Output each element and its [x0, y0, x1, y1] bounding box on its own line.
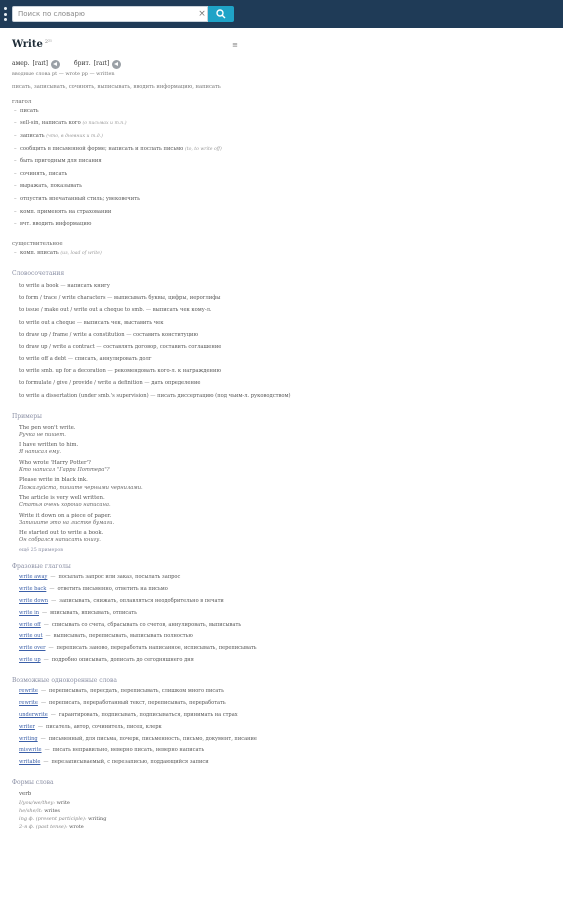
pron-label: брит. — [74, 59, 91, 67]
definition-text: записать — [20, 132, 45, 139]
phrasal-verb-link[interactable]: write down — [19, 598, 49, 604]
related-word-translation: писать неправильно, неверно писать, неверно написать — [52, 747, 205, 754]
related-word-item — [19, 688, 552, 700]
collocation-dash: — — [142, 380, 152, 387]
definition-item — [12, 108, 552, 121]
collocation-ru: дать определение — [151, 380, 201, 387]
definition-text: комп. вписать — [20, 249, 59, 256]
headword-index: 2²¹ — [44, 38, 53, 45]
phrasal-verb-translation: подробно описывать, дописать до сегодняшнего дня — [51, 656, 194, 663]
definition-item — [12, 221, 552, 234]
collocation-en: to write off a debt — [19, 356, 67, 363]
example-item — [19, 460, 552, 474]
phrasal-verb-link[interactable]: write out — [19, 633, 43, 640]
definition-note: (to, to write off) — [184, 146, 222, 152]
collocation-ru: составлять договор, составить соглашение — [103, 343, 222, 350]
related-word-link[interactable]: underwrite — [19, 712, 48, 719]
example-en: The article is very well written. — [19, 494, 105, 501]
related-word-translation: писатель, автор, сочинитель, писец, клерк — [46, 723, 162, 730]
phrasal-verb-item — [19, 622, 552, 634]
search-button[interactable] — [208, 6, 234, 22]
related-word-translation: письменный, для письма, почерк, письменность, письмо, документ, писание — [48, 735, 257, 742]
definition-item — [12, 158, 552, 171]
collocation-ru: написать книгу — [67, 282, 110, 289]
bookmark-icon[interactable]: ≡ — [232, 41, 238, 49]
collocation-en: to write out a cheque — [19, 319, 76, 326]
phrasal-dash: — — [43, 621, 49, 628]
pron-ipa: [raɪt] — [32, 59, 49, 67]
collocation-item — [19, 368, 552, 380]
related-words-header: Возможные однокоренные слова — [12, 676, 117, 684]
related-word-item — [19, 736, 552, 748]
example-en: He started out to write a book. — [19, 530, 104, 537]
collocation-dash: — — [105, 368, 115, 375]
example-ru: Кто написал "Гарри Поттера"? — [19, 467, 110, 474]
word-forms-pos: verb — [19, 790, 32, 797]
collocation-item — [19, 307, 552, 319]
collocation-list — [12, 283, 552, 405]
example-ru: Он собрался написать книгу. — [19, 537, 101, 544]
example-en: Who wrote 'Harry Potter'? — [19, 459, 91, 466]
related-word-link[interactable]: writable — [19, 759, 41, 766]
definition-list — [12, 108, 552, 234]
related-word-link[interactable]: miswrite — [19, 747, 42, 754]
collocation-en: to form / trace / write characters — [19, 295, 106, 302]
collocation-item — [19, 320, 552, 332]
example-en: The pen won't write. — [19, 424, 76, 431]
phrasal-dash: — — [51, 598, 57, 604]
related-dash: — — [40, 735, 46, 742]
definition-note: (из, load of write) — [60, 250, 102, 256]
collocation-item — [19, 380, 552, 392]
related-dash: — — [40, 688, 47, 695]
collocation-item — [19, 356, 552, 368]
phrasal-verb-link[interactable]: write off — [19, 621, 41, 628]
collocation-en: to write smb. up for a decoration — [19, 368, 106, 375]
collocation-dash: — — [144, 307, 153, 314]
phrasal-verb-item — [19, 645, 552, 657]
phrasal-verb-translation: вписывать, вписывать, отписать — [50, 609, 137, 616]
collocation-en: to issue / make out / write out a cheque to smb. — [19, 307, 145, 314]
word-forms-header: Формы слова — [12, 779, 54, 787]
example-item — [19, 477, 552, 491]
collocation-ru: выписать чек кому-л. — [152, 307, 212, 314]
collocation-dash: — — [148, 392, 158, 399]
definition-text: сообщить в письменной форме; написать и послать письмо — [20, 145, 184, 152]
phrasal-dash: — — [48, 645, 54, 652]
collocation-ru: выписывать буквы, цифры, иероглифы — [114, 295, 221, 302]
example-list — [12, 425, 552, 545]
related-word-item — [19, 724, 552, 736]
definition-item — [12, 196, 552, 209]
related-word-link[interactable]: writing — [19, 735, 38, 742]
related-dash: — — [37, 723, 44, 730]
related-dash: — — [44, 747, 50, 754]
phrasal-dash: — — [45, 633, 51, 640]
phrasal-dash: — — [50, 574, 56, 581]
collocations-header: Словосочетания — [12, 270, 65, 278]
definition-text: выражать, показывать — [20, 183, 82, 190]
example-ru: Пожалуйста, пишите черными чернилами. — [19, 484, 143, 491]
phrasal-verb-translation: посылать запрос или заказ, посылать запрос — [58, 574, 181, 581]
definition-text: отпустить впечатанный стиль; увековечить — [20, 195, 140, 202]
phrasal-verb-translation: списывать со счета, сбрасывать со счетов, аннулировать, выписывать — [51, 621, 242, 628]
collocation-en: to write a dissertation (under smb.'s supervision) — [19, 392, 149, 399]
clear-icon[interactable]: × — [198, 9, 206, 19]
phrasal-verbs-header: Фразовые глаголы — [12, 562, 71, 570]
related-word-item — [19, 759, 552, 771]
related-word-link[interactable]: rewrite — [19, 700, 38, 707]
word-form-label: I/you/we/they: — [19, 799, 56, 806]
menu-icon[interactable] — [4, 7, 8, 21]
related-dash: — — [43, 759, 49, 766]
definition-item — [12, 209, 552, 222]
definition-text: писать — [20, 107, 39, 114]
collocation-item — [19, 332, 552, 344]
definition-item — [12, 183, 552, 196]
collocation-item — [19, 344, 552, 356]
related-word-translation: гарантировать, подписывать, подписываться, принимать на страх — [58, 712, 238, 719]
word-forms-rows — [19, 799, 552, 831]
pron-us — [12, 60, 60, 69]
definition-item — [12, 133, 552, 146]
example-item — [19, 442, 552, 456]
phrasal-verb-translation: записывать, снижать, оплавляться неодобрительно в печати — [59, 598, 224, 604]
example-item — [19, 513, 552, 527]
collocation-item — [19, 283, 552, 295]
phrasal-verb-translation: переписать заново, переработать написанное, исписывать, переписывать — [56, 645, 257, 652]
phrasal-verb-link[interactable]: write in — [19, 609, 40, 616]
example-en: Please write in black ink. — [19, 477, 88, 484]
collocation-dash: — — [58, 282, 68, 289]
related-word-translation: перезаписываемый, с перезаписью, поддающийся записи — [51, 759, 209, 766]
phrasal-verb-list — [12, 574, 552, 668]
phrasal-verb-link[interactable]: write over — [19, 645, 46, 652]
word-form-label: he/she/it: — [19, 807, 43, 814]
example-ru: Я написал ему. — [19, 449, 62, 456]
word-form-row — [19, 799, 552, 807]
search-input[interactable] — [12, 6, 208, 22]
example-ru: Ручка не пишет. — [19, 431, 66, 438]
collocation-dash: — — [94, 343, 104, 350]
pron-ipa: [raɪt] — [93, 59, 110, 67]
definition-text: sell-sin, написать кого — [20, 120, 81, 127]
collocation-en: to write a book — [19, 282, 59, 289]
definition-text: вчт. вводить информацию — [20, 221, 92, 228]
related-word-translation: переписывать, пересдать, переписывать, слишком много писать — [49, 688, 224, 695]
word-form-value: writes — [44, 807, 60, 814]
pos-header: глагол — [12, 98, 32, 105]
collocation-dash: — — [66, 356, 75, 363]
related-word-link[interactable]: writer — [19, 723, 35, 730]
example-ru: Запишите это на листке бумаги. — [19, 519, 115, 526]
phrasal-dash: — — [49, 586, 55, 593]
collocation-item — [19, 295, 552, 307]
pos-header-noun: существительное — [12, 240, 63, 247]
pron-uk — [74, 60, 121, 69]
noun-definition-list — [12, 250, 552, 263]
phrasal-dash: — — [42, 609, 48, 616]
related-word-list — [12, 688, 552, 771]
definition-note: (что, в дневник и т.д.) — [46, 133, 103, 139]
search-icon — [216, 9, 226, 19]
phrasal-verb-item — [19, 610, 552, 622]
collocation-dash: — — [124, 331, 134, 338]
example-item — [19, 495, 552, 509]
definition-item — [12, 120, 552, 133]
speaker-icon[interactable] — [112, 60, 121, 69]
collocation-item — [19, 393, 552, 405]
phrasal-verb-translation: ответить письменно, ответить на письмо — [57, 586, 168, 593]
definition-text: быть пригодным для писания — [20, 158, 102, 165]
entry-header — [12, 38, 238, 52]
phrasal-verb-item — [19, 598, 552, 610]
definition-note: (о письмах и т.п.) — [82, 121, 127, 127]
phrasal-verb-link[interactable]: write away — [19, 574, 48, 581]
phrasal-verb-item — [19, 574, 552, 586]
definition-item — [12, 171, 552, 184]
definition-item — [12, 146, 552, 159]
word-form-label: ing ф. (present participle): — [19, 815, 87, 822]
phrasal-verb-item — [19, 657, 552, 669]
word-form-value: wrote — [69, 823, 84, 830]
example-item — [19, 425, 552, 439]
word-form-row — [19, 823, 552, 831]
phrasal-verb-item — [19, 633, 552, 645]
collocation-ru: рекомендовать кого-л. к награждению — [114, 368, 221, 375]
related-word-item — [19, 700, 552, 712]
related-word-translation: переписать, переработанный текст, переписывать, переработать — [49, 700, 226, 707]
related-word-link[interactable]: rewrite — [19, 688, 38, 695]
collocation-ru: составить конституцию — [133, 331, 199, 338]
collocation-dash: — — [105, 295, 115, 302]
collocation-ru: писать диссертацию (под чьим-л. руководством) — [157, 392, 291, 399]
related-dash: — — [40, 700, 47, 707]
example-en: I have written to him. — [19, 442, 79, 449]
collocation-en: to draw up / frame / write a constitution — [19, 331, 125, 338]
pron-label: амер. — [12, 59, 30, 67]
related-dash: — — [50, 712, 56, 719]
definition-item — [12, 250, 552, 263]
phrasal-dash: — — [43, 656, 49, 663]
speaker-icon[interactable] — [51, 60, 60, 69]
related-word-item — [19, 712, 552, 724]
example-item — [19, 530, 552, 544]
definition-text: сочинять, писать — [20, 170, 68, 177]
phrasal-verb-link[interactable]: write up — [19, 656, 41, 663]
verb-forms-line: вводные слова pt — wrote pp — written — [12, 71, 115, 77]
headword — [12, 38, 52, 53]
pronunciations — [12, 58, 552, 70]
example-ru: Статья очень хорошо написана. — [19, 502, 111, 509]
translation-summary: писать, записывать, сочинять, выписывать, вводить информацию, написать — [12, 84, 221, 91]
word-form-label: 2-я ф. (past tense): — [19, 823, 68, 830]
example-en: Write it down on a piece of paper. — [19, 512, 112, 519]
collocation-dash: — — [75, 319, 84, 326]
examples-header: Примеры — [12, 412, 42, 420]
collocation-en: to draw up / write a contract — [19, 343, 95, 350]
phrasal-verb-item — [19, 586, 552, 598]
word-form-value: writing — [88, 815, 107, 822]
collocation-en: to formulate / give / provide / write a definition — [19, 380, 143, 387]
collocation-ru: выписать чек, выставить чек — [83, 319, 164, 326]
more-examples-link[interactable]: ещё 25 примеров — [19, 547, 63, 553]
definition-text: комп. применять на страховании — [20, 208, 112, 215]
collocation-ru: списать, аннулировать долг — [74, 356, 152, 363]
headword-text: Write — [12, 39, 43, 50]
dictionary-entry — [12, 38, 552, 831]
phrasal-verb-link[interactable]: write back — [19, 586, 47, 593]
top-bar — [0, 0, 563, 28]
word-form-row — [19, 815, 552, 823]
word-forms — [12, 791, 552, 831]
word-form-row — [19, 807, 552, 815]
phrasal-verb-translation: выписывать, переписывать, выписывать полностью — [53, 633, 193, 640]
related-word-item — [19, 747, 552, 759]
word-form-value: write — [56, 799, 70, 806]
